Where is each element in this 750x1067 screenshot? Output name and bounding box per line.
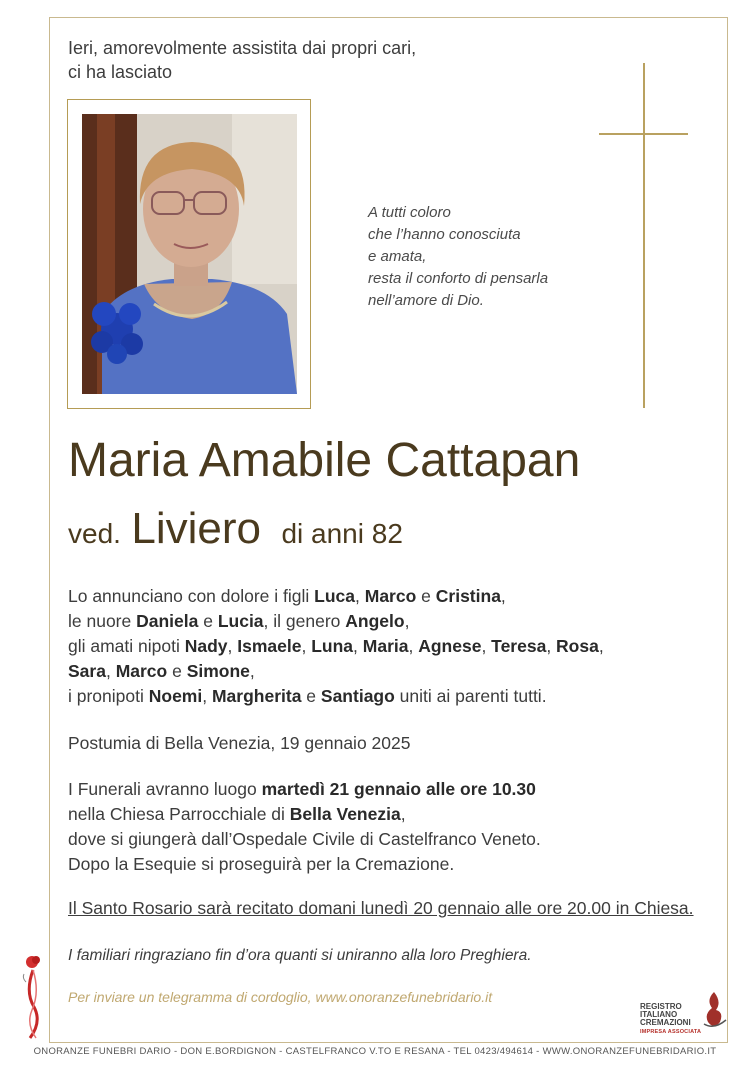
funeral-location: Bella Venezia xyxy=(289,804,401,824)
relative-name: Lucia xyxy=(217,611,264,631)
deceased-subname xyxy=(68,504,403,554)
funeral-details xyxy=(68,777,541,877)
text: , xyxy=(227,636,238,656)
text: ITALIANO xyxy=(640,1010,678,1019)
relative-name: Simone xyxy=(186,661,250,681)
relative-name: Marco xyxy=(115,661,168,681)
funeral-datetime: martedì 21 gennaio alle ore 10.30 xyxy=(261,779,536,799)
portrait-photo xyxy=(82,114,297,394)
text: le nuore xyxy=(68,611,137,631)
rosary-notice: Il Santo Rosario sarà recitato domani lunedì 20 gennaio alle ore 20.00 in Chiesa. xyxy=(68,898,694,918)
text: , xyxy=(249,661,255,681)
text: Lo annunciano con dolore i figli xyxy=(68,586,315,606)
text: , xyxy=(408,636,419,656)
text: , xyxy=(105,661,116,681)
relative-name: Santiago xyxy=(320,686,395,706)
text: , xyxy=(301,636,312,656)
relative-name: Teresa xyxy=(491,636,547,656)
text: uniti ai parenti tutti. xyxy=(394,686,547,706)
relative-name: Agnese xyxy=(418,636,482,656)
relative-name: Rosa xyxy=(556,636,599,656)
quote-line: nell’amore di Dio. xyxy=(368,292,484,309)
funeral-line xyxy=(68,802,541,827)
text: e xyxy=(198,611,218,631)
quote-line: che l’hanno conosciuta xyxy=(368,226,521,243)
relative-name: Noemi xyxy=(148,686,203,706)
portrait-illustration xyxy=(82,114,297,394)
relative-name: Luca xyxy=(314,586,356,606)
text: , xyxy=(598,636,604,656)
relative-name: Angelo xyxy=(345,611,405,631)
funeral-line xyxy=(68,777,541,802)
registry-logo-subtitle: IMPRESA ASSOCIATA xyxy=(640,1029,702,1035)
married-surname: Liviero xyxy=(131,504,262,553)
intro-line-2: ci ha lasciato xyxy=(68,62,173,82)
announcement-line xyxy=(68,609,604,634)
relative-name: Cristina xyxy=(435,586,501,606)
relative-name: Ismaele xyxy=(237,636,302,656)
registry-logo-text xyxy=(640,1003,691,1027)
text: REGISTRO xyxy=(640,1002,682,1011)
text: , xyxy=(404,611,410,631)
deceased-name: Maria Amabile Cattapan xyxy=(68,434,581,487)
text: , xyxy=(355,586,365,606)
rose-icon xyxy=(20,952,46,1040)
quote-line: e amata, xyxy=(368,248,427,265)
funeral-line: Dopo la Esequie si proseguirà per la Cremazione. xyxy=(68,854,455,874)
flame-icon xyxy=(700,990,728,1030)
funeral-line: dove si giungerà dall’Ospedale Civile di Castelfranco Veneto. xyxy=(68,829,541,849)
text: I Funerali avranno luogo xyxy=(68,779,262,799)
text: , xyxy=(353,636,363,656)
text: , il genero xyxy=(263,611,346,631)
text: e xyxy=(416,586,436,606)
deceased-age: di anni 82 xyxy=(281,518,403,549)
relative-name: Maria xyxy=(362,636,409,656)
cross-horizontal xyxy=(599,133,688,135)
quote-line: resta il conforto di pensarla xyxy=(368,270,549,287)
announcement-line xyxy=(68,584,604,609)
relative-name: Nady xyxy=(184,636,228,656)
announcement-line xyxy=(68,634,604,659)
announcement-line xyxy=(68,659,604,684)
relative-name: Margherita xyxy=(211,686,302,706)
relative-name: Sara xyxy=(68,661,106,681)
footer-text: ONORANZE FUNEBRI DARIO - DON E.BORDIGNON - CASTELFRANCO V.TO E RESANA - TEL 0423/494614 - WWW.ONORANZEFUNEBRIDARIO.IT xyxy=(33,1046,717,1057)
announcement-line xyxy=(68,684,604,709)
relative-name: Marco xyxy=(364,586,417,606)
intro-text xyxy=(68,36,416,84)
text: , xyxy=(400,804,406,824)
cross-vertical xyxy=(643,63,645,408)
text: , xyxy=(202,686,212,706)
text: , xyxy=(481,636,492,656)
text: gli amati nipoti xyxy=(68,636,185,656)
text: e xyxy=(301,686,321,706)
text: nella Chiesa Parrocchiale di xyxy=(68,804,290,824)
text: i pronipoti xyxy=(68,686,149,706)
text: CREMAZIONI xyxy=(640,1018,691,1027)
text: , xyxy=(500,586,506,606)
quote-line: A tutti coloro xyxy=(368,204,451,221)
widow-prefix: ved. xyxy=(68,518,121,549)
relative-name: Luna xyxy=(311,636,354,656)
text: e xyxy=(167,661,187,681)
place-date: Postumia di Bella Venezia, 19 gennaio 2025 xyxy=(68,733,411,753)
relative-name: Daniela xyxy=(136,611,199,631)
announcement-text xyxy=(68,584,604,709)
registry-logo xyxy=(640,990,730,1035)
condolence-quote xyxy=(368,202,548,312)
intro-line-1: Ieri, amorevolmente assistita dai propri cari, xyxy=(68,38,417,58)
text: , xyxy=(546,636,557,656)
telegram-link[interactable]: Per inviare un telegramma di cordoglio, www.onoranzefunebridario.it xyxy=(68,989,493,1005)
thanks-text: I familiari ringraziano fin d’ora quanti si uniranno alla loro Preghiera. xyxy=(68,947,532,964)
